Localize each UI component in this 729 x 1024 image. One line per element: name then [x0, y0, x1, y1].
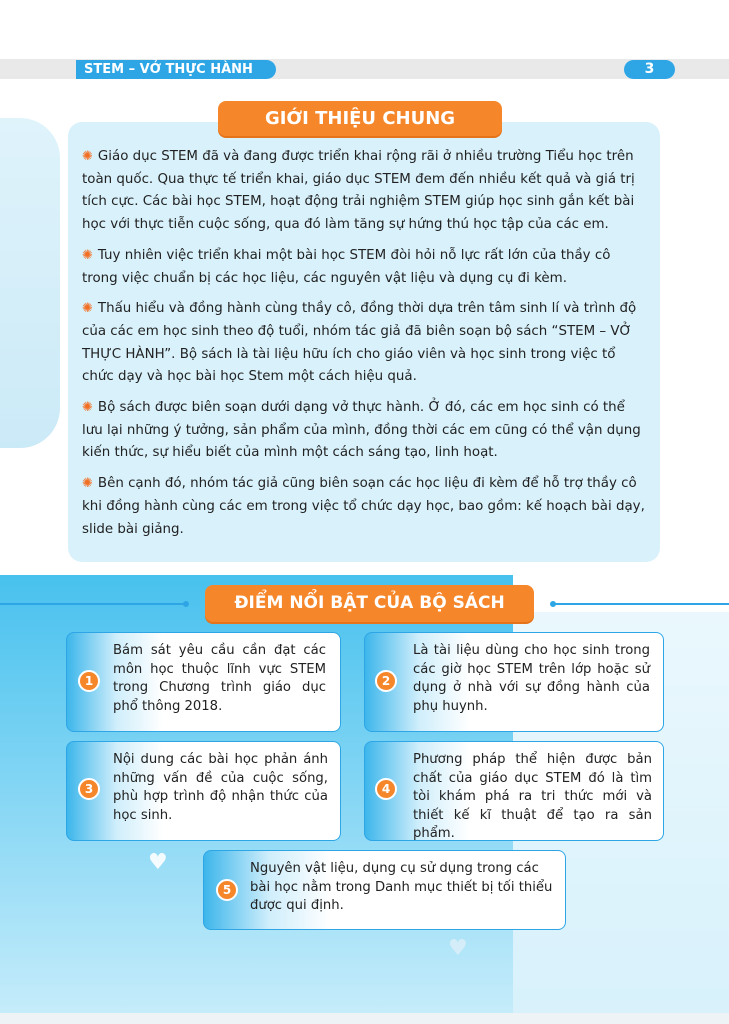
- flower-bullet-icon: ✺: [82, 247, 93, 263]
- features-title: ĐIỂM NỔI BẬT CỦA BỘ SÁCH: [205, 585, 534, 622]
- book-title-tag: STEM – VỞ THỰC HÀNH: [76, 60, 276, 79]
- intro-box: [68, 122, 660, 562]
- bottom-strip: [0, 1013, 729, 1024]
- flower-bullet-icon: ✺: [82, 149, 93, 164]
- page-number: 3: [624, 60, 675, 79]
- intro-paragraph-2: ✺ Tuy nhiên việc triển khai một bài học STEM đòi hỏi nỗ lực rất lớn của thầy cô trong việc chuẩn bị các học liệu, các nguyên vật liệu và dụng cụ đi kèm.: [82, 245, 646, 290]
- intro-title: GIỚI THIỆU CHUNG: [218, 101, 502, 136]
- feature-number-2: 2: [375, 670, 397, 692]
- divider-right: [552, 603, 729, 605]
- feature-number-5: 5: [216, 879, 238, 901]
- flower-bullet-icon: ✺: [82, 400, 93, 416]
- heart-icon: ♥: [148, 850, 168, 875]
- heart-icon: ♥: [448, 936, 468, 961]
- flower-bullet-icon: ✺: [82, 476, 93, 492]
- feature-text-4: Phương pháp thể hiện được bản chất của giáo dục STEM đó là tìm tòi khám phá ra tri thức mới và thiết kế kĩ thuật để tạo ra sản phẩm.: [413, 752, 652, 842]
- intro-paragraph-5: ✺ Bên cạnh đó, nhóm tác giả cũng biên soạn các học liệu đi kèm để hỗ trợ thầy cô khi đồng hành cùng các em trong việc tổ chức dạy học, bao gồm: kế hoạch bài dạy, slide bài giảng.: [82, 473, 646, 541]
- intro-paragraph-1: ✺ Giáo dục STEM đã và đang được triển khai rộng rãi ở nhiều trường Tiểu học trên toàn quốc. Qua thực tế triển khai, giáo dục STEM đem đến nhiều kết quả và giá trị tích cực. Các bài học STEM, hoạt động trải nghiệm STEM giúp học sinh gắn kết bài học với thực tiễn cuộc sống, qua đó làm tăng sự hứng thú học tập của các em.: [82, 146, 646, 237]
- intro-paragraph-3: ✺ Thấu hiểu và đồng hành cùng thầy cô, đồng thời dựa trên tâm sinh lí và trình độ của các em học sinh theo độ tuổi, nhóm tác giả đã biên soạn bộ sách “STEM – VỞ THỰC HÀNH”. Bộ sách là tài liệu hữu ích cho giáo viên và học sinh trong việc tổ chức dạy và học bài học Stem một cách hiệu quả.: [82, 298, 646, 389]
- divider-dot-left: [183, 601, 189, 607]
- feature-text-5: Nguyên vật liệu, dụng cụ sử dụng trong các bài học nằm trong Danh mục thiết bị tối thiểu được qui định.: [250, 861, 553, 914]
- feature-number-1: 1: [78, 670, 100, 692]
- feature-text-3: Nội dung các bài học phản ánh những vấn đề của cuộc sống, phù hợp trình độ nhận thức của học sinh.: [113, 752, 328, 823]
- left-decoration: [0, 118, 60, 448]
- flower-bullet-icon: ✺: [82, 301, 93, 317]
- intro-paragraph-4: ✺ Bộ sách được biên soạn dưới dạng vở thực hành. Ở đó, các em học sinh có thể lưu lại những ý tưởng, sản phẩm của mình, đồng thời các em cũng có thể vận dụng kiến thức, sự hiểu biết của mình một cách sáng tạo, linh hoạt.: [82, 397, 646, 465]
- feature-text-1: Bám sát yêu cầu cần đạt các môn học thuộc lĩnh vực STEM trong Chương trình giáo dục phổ thông 2018.: [113, 643, 326, 714]
- divider-left: [0, 603, 185, 605]
- feature-number-4: 4: [375, 778, 397, 800]
- divider-dot-right: [550, 601, 556, 607]
- feature-text-2: Là tài liệu dùng cho học sinh trong các giờ học STEM trên lớp hoặc sử dụng ở nhà với sự đồng hành của phụ huynh.: [413, 643, 650, 714]
- feature-number-3: 3: [78, 778, 100, 800]
